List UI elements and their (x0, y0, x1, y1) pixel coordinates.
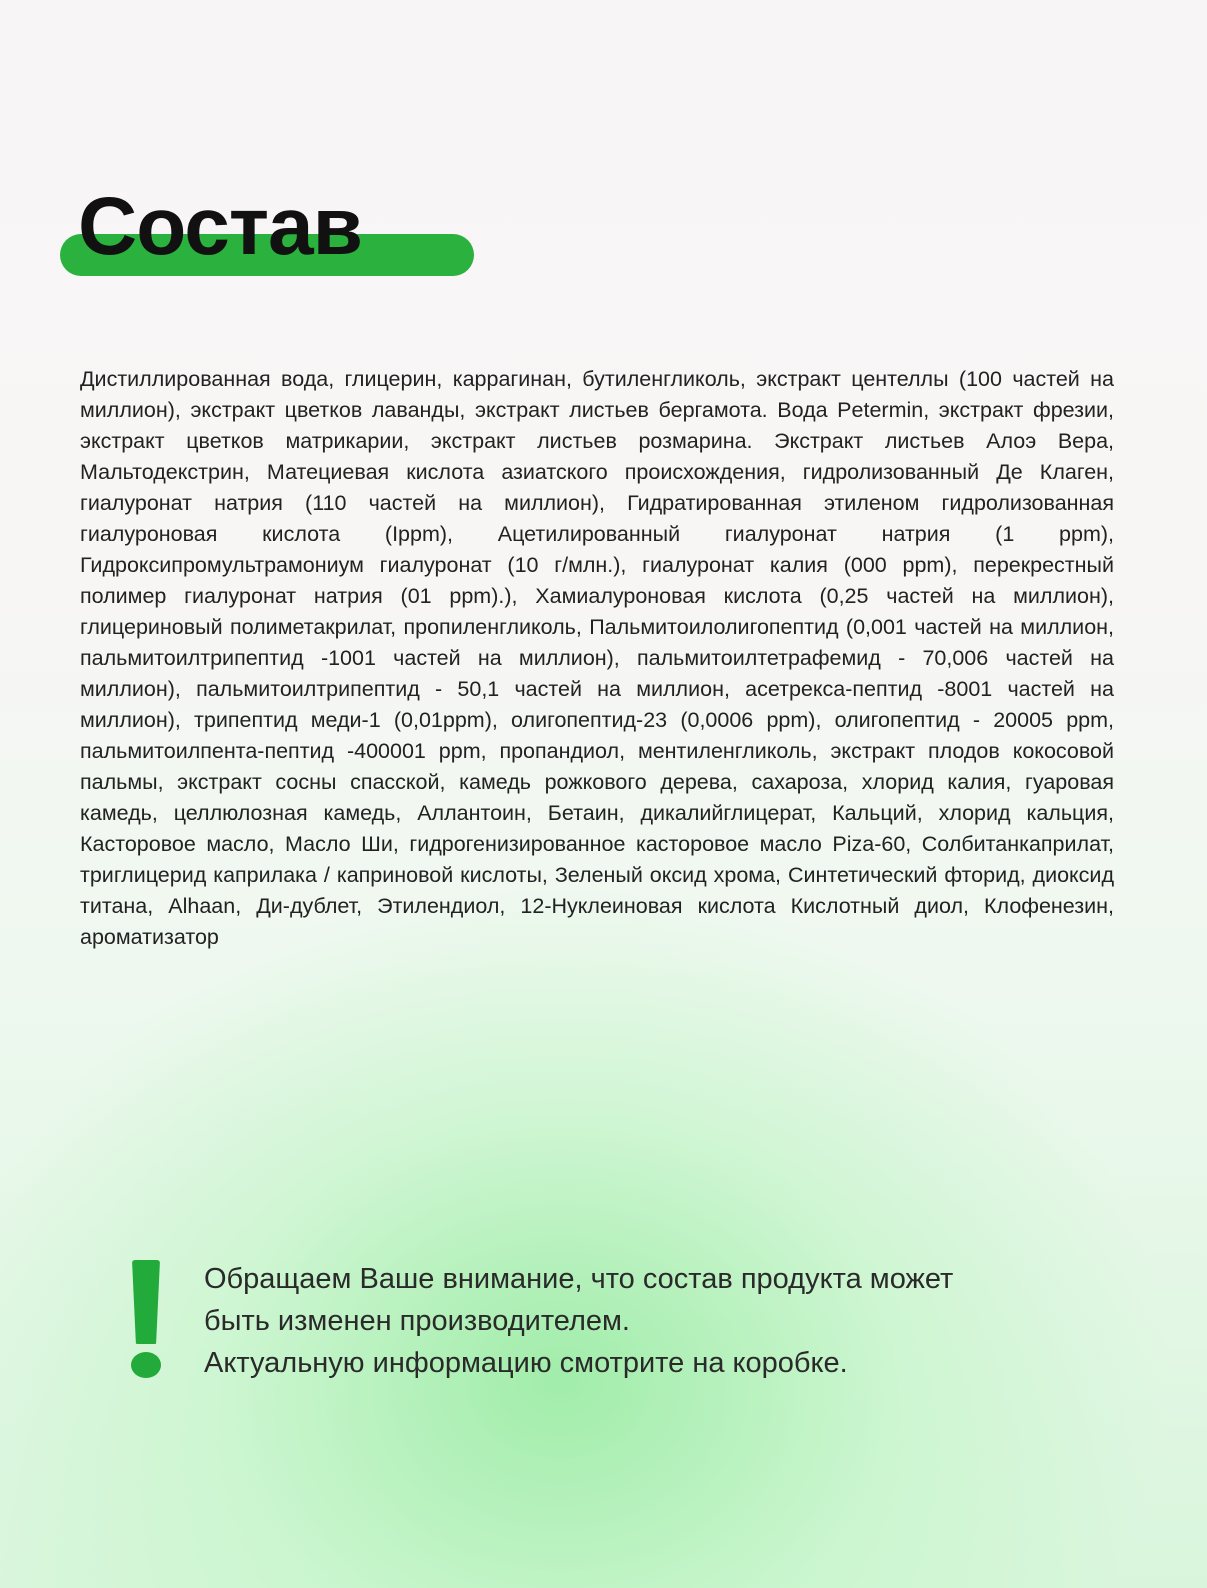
heading-block (60, 181, 480, 286)
page-title: Состав (78, 181, 363, 272)
exclamation-bar (132, 1260, 160, 1344)
exclamation-icon (128, 1258, 164, 1382)
notice-line-1: Обращаем Ваше внимание, что состав продукта может (204, 1263, 954, 1295)
notice-block (120, 1258, 1120, 1398)
exclamation-dot (131, 1352, 161, 1378)
notice-line-3: Актуальную информацию смотрите на коробке. (204, 1347, 848, 1379)
ingredients-text: Дистиллированная вода, глицерин, каррагинан, бутиленгликоль, экстракт центеллы (100 частей на миллион), экстракт цветков лаванды, экстракт листьев бергамота. Вода Petermin, экстракт фрезии, экстракт цветков матрикарии, экстракт листьев розмарина. Экстракт листьев Алоэ Вера, Мальтодекстрин, Матециевая кислота азиатского происхождения, гидролизованный Де Клаген, гиалуронат натрия (110 частей на миллион), Гидратированная этиленом гидролизованная гиалуроновая кислота (Ippm), Ацетилированный гиалуронат натрия (1 ppm), Гидроксипромультрамониум гиалуронат (10 г/млн.), гиалуронат калия (000 ppm), перекрестный полимер гиалуронат натрия (01 ppm).), Хамиалуроновая кислота (0,25 частей на миллион), глицериновый полиметакрилат, пропиленгликоль, Пальмитоилолигопептид (0,001 частей на миллион, пальмитоилтрипептид -1001 частей на миллион), пальмитоилтетрафемид - 70,006 частей на миллион), пальмитоилтрипептид - 50,1 частей на миллион, асетрекса-пептид -8001 частей на миллион), трипептид меди-1 (0,01ppm), олигопептид-23 (0,0006 ppm), олигопептид - 20005 ppm, пальмитоилпента-пептид -400001 ppm, пропандиол, ментиленгликоль, экстракт плодов кокосовой пальмы, экстракт сосны спасской, камедь рожкового дерева, сахароза, хлорид калия, гуаровая камедь, целлюлозная камедь, Аллантоин, Бетаин, дикалийглицерат, Кальций, хлорид кальция, Касторовое масло, Масло Ши, гидрогенизированное касторовое масло Piza-60, Солбитанкаприлат, триглицерид каприлака / каприновой кислоты, Зеленый оксид хрома, Синтетический фторид, диоксид титана, Alhaan, Ди-дублет, Этилендиол, 12-Нуклеиновая кислота Кислотный диол, Клофенезин, ароматизатор (80, 367, 1114, 949)
notice-line-2: быть изменен производителем. (204, 1305, 630, 1337)
notice-text (204, 1258, 1124, 1384)
